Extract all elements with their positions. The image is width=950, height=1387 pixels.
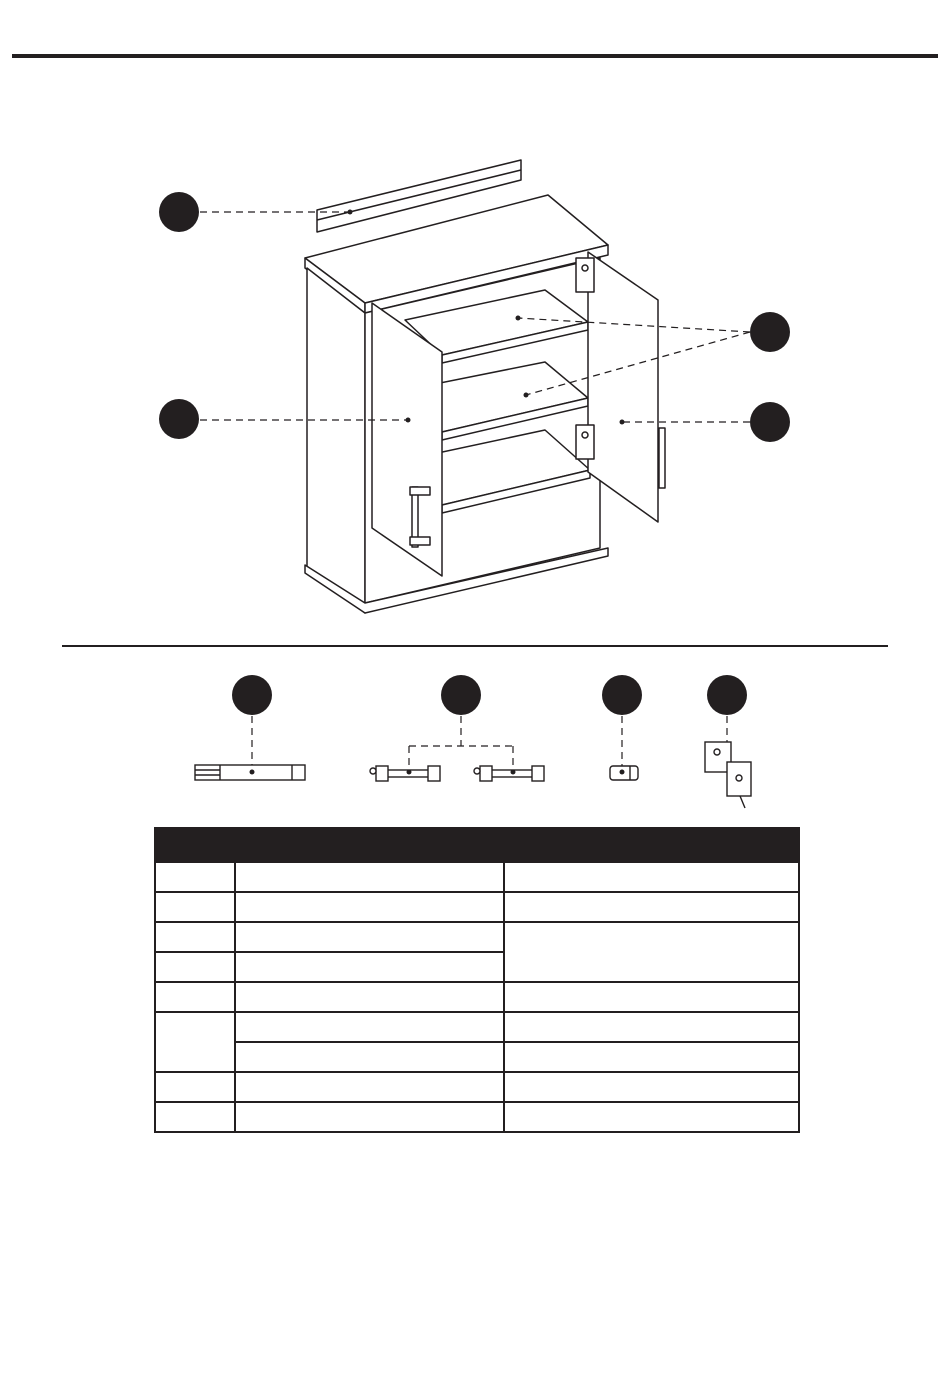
table-row: [155, 922, 799, 952]
table-header-row: [155, 828, 799, 862]
cell-description: [235, 1012, 504, 1042]
cell-key: [155, 952, 235, 982]
cell-quantity: [504, 1072, 799, 1102]
cell-key: [155, 862, 235, 892]
cell-quantity: [504, 892, 799, 922]
cell-description: [235, 1042, 504, 1072]
cell-description: [235, 892, 504, 922]
table-row: [155, 1012, 799, 1042]
cell-quantity: [504, 1012, 799, 1042]
header-col-3: [504, 828, 799, 862]
table-row: [155, 982, 799, 1012]
cell-quantity: [504, 862, 799, 892]
cell-key: [155, 982, 235, 1012]
cell-description: [235, 982, 504, 1012]
cell-key: [155, 1012, 235, 1072]
callout-top-rail: [159, 192, 199, 232]
callout-hinge: [707, 675, 747, 715]
lower-hinge: [576, 425, 594, 459]
cell-quantity: [504, 1042, 799, 1072]
table-row: [155, 1102, 799, 1132]
cell-quantity: [504, 1102, 799, 1132]
cell-description: [235, 862, 504, 892]
table-row: [155, 892, 799, 922]
right-door-handle: [659, 428, 665, 488]
cell-quantity: [504, 922, 799, 982]
table-row: [155, 1042, 799, 1072]
left-side-panel: [307, 268, 365, 613]
cell-description: [235, 952, 504, 982]
cell-description: [235, 1072, 504, 1102]
left-door: [372, 303, 442, 576]
cabinet-drawing: [305, 160, 665, 613]
callout-cam-bolt: [602, 675, 642, 715]
cell-key: [155, 1072, 235, 1102]
cell-description: [235, 922, 504, 952]
cell-key: [155, 1102, 235, 1132]
hinge-icon: [705, 742, 751, 808]
callout-dowel: [232, 675, 272, 715]
parts-list-table: [154, 827, 800, 1133]
handle-icon: [370, 766, 544, 781]
header-col-2: [235, 828, 504, 862]
table-row: [155, 1072, 799, 1102]
cell-description: [235, 1102, 504, 1132]
callout-left-door: [159, 399, 199, 439]
cell-key: [155, 922, 235, 952]
header-col-1: [155, 828, 235, 862]
cell-key: [155, 892, 235, 922]
hardware-icons: [195, 742, 751, 808]
callout-handles: [441, 675, 481, 715]
table-row: [155, 862, 799, 892]
upper-hinge: [576, 258, 594, 292]
callout-right-door: [750, 402, 790, 442]
cell-quantity: [504, 982, 799, 1012]
callout-shelves: [750, 312, 790, 352]
